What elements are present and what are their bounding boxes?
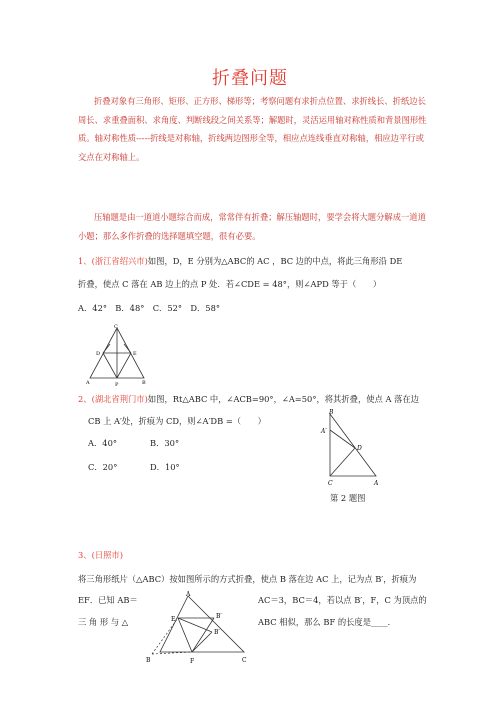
fig2-label-d: D <box>357 445 362 452</box>
fig2-label-a: A <box>374 480 379 487</box>
question-2-figure <box>318 408 382 488</box>
fig3-label-b-prime-upper: B′ <box>216 613 222 620</box>
question-3-source: 3、(日照市) <box>78 550 123 560</box>
fig2-label-a-prime: A′ <box>321 428 327 435</box>
fig1-label-p: P <box>115 382 119 388</box>
question-3-line-3-right: ABC 相似，那么 BF 的长度是____． <box>258 617 396 627</box>
question-2-caption: 第 2 题图 <box>330 493 366 503</box>
question-1-source: 1、(浙江省绍兴市) <box>78 256 148 266</box>
question-2-option-c: C．20° <box>88 462 118 472</box>
fig2-label-c: C <box>328 480 333 487</box>
question-3-line-2-right: AC＝3，BC＝4，若以点 B′，F，C 为顶点的 <box>258 595 427 605</box>
fig1-label-d: D <box>96 351 101 357</box>
fig3-label-f: F <box>190 658 195 665</box>
question-2-option-a: A．40° <box>88 438 117 448</box>
page-title: 折叠问题 <box>212 68 288 89</box>
fig3-label-b-prime: B′ <box>214 629 220 636</box>
question-3-line-1: 将三角形纸片（△ABC）按如图所示的方式折叠，使点 B 落在边 AC 上，记为点 B′，折痕为 <box>78 574 417 584</box>
intro-paragraph-1: 折叠对象有三角形、矩形、正方形、梯形等；考察问题有求折点位置、求折线长、折纸边长周长、求重叠面积、求角度、判断线段之间关系等；解题时，灵活运用轴对称性质和背景图形性质。轴对称性质-----折线是对称轴，折线两边图形全等，相应点连线垂直对称轴，相应边平行或交点在对称轴上。 <box>78 96 427 162</box>
question-1 <box>78 252 432 270</box>
fig2-label-b: B <box>329 409 334 416</box>
question-3-figure <box>146 588 252 666</box>
fig1-label-e: E <box>133 351 137 357</box>
question-2-line-2: CB 上 A′处，折痕为 CD，则∠A′DB =（ ） <box>88 416 266 426</box>
question-1-options: A．42° B．48° C．52° D．58° <box>78 303 220 313</box>
question-2-line-1: 如图，Rt△ABC 中，∠ACB=90°，∠A=50°，将其折叠，使点 A 落在边 <box>147 394 419 404</box>
question-2 <box>78 390 432 408</box>
fig3-label-c: C <box>242 657 247 664</box>
question-2-option-d: D．10° <box>150 462 180 472</box>
question-2-source: 2、(湖北省荆门市) <box>78 394 148 404</box>
question-2-option-b: B．30° <box>150 438 180 448</box>
fig1-label-c: C <box>114 324 118 330</box>
question-3-line-3-left: 三 角 形 与 △ <box>78 617 129 627</box>
fig3-label-a: A <box>186 591 191 598</box>
fig3-label-e: E <box>171 616 176 623</box>
intro-paragraph-2: 压轴题是由一道道小题综合而成，常常伴有折叠；解压轴题时，要学会将大题分解成一道道小题；那么多作折叠的选择题填空题，很有必要。 <box>78 212 426 241</box>
fig3-label-b: B <box>146 657 151 664</box>
question-1-figure <box>84 322 148 390</box>
question-1-line-1: 如图，D，E 分别为△ABC的 AC ，BC 边的中点，将此三角形沿 DE <box>147 256 403 266</box>
question-1-line-2: 折叠，使点 C 落在 AB 边上的点 P 处．若∠CDE = 48°，则∠APD 等于（ ） <box>78 279 382 289</box>
fig1-label-b: B <box>142 380 146 386</box>
question-3-line-2-left: EF．已知 AB＝ <box>78 595 138 605</box>
fig1-label-a: A <box>86 380 90 386</box>
